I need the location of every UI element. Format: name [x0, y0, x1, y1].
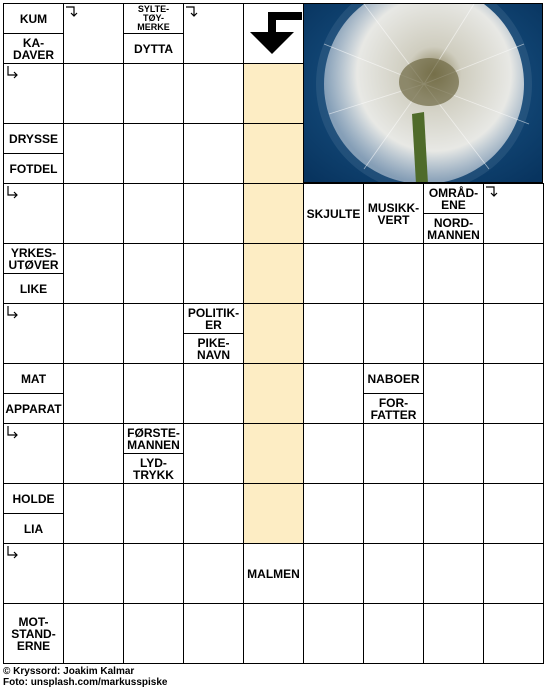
- highlight-cell[interactable]: [243, 423, 304, 484]
- dandelion-image: [304, 4, 543, 183]
- answer-cell[interactable]: [123, 63, 184, 124]
- answer-cell[interactable]: [363, 483, 424, 544]
- answer-cell[interactable]: [483, 243, 544, 304]
- answer-cell[interactable]: [423, 603, 484, 664]
- arrow-down-right-icon: [5, 65, 19, 79]
- answer-cell[interactable]: [483, 483, 544, 544]
- answer-cell[interactable]: [303, 363, 364, 424]
- answer-cell[interactable]: [123, 243, 184, 304]
- clue-text: SYLTE- TØY- MERKE: [137, 4, 170, 32]
- clue-text: MUSIKK- VERT: [367, 200, 420, 227]
- answer-cell[interactable]: [123, 303, 184, 364]
- arrow-down-right-icon: [5, 425, 19, 439]
- clue-kadaver: [3, 33, 64, 64]
- answer-cell[interactable]: [183, 183, 244, 244]
- clue-text: MALMEN: [247, 566, 300, 581]
- answer-cell[interactable]: [123, 543, 184, 604]
- clue-politiker: [183, 303, 244, 334]
- answer-cell[interactable]: [303, 423, 364, 484]
- clue-syltetoymerke: [123, 3, 184, 34]
- answer-cell[interactable]: [423, 303, 484, 364]
- arrow-down-right-icon: [5, 185, 19, 199]
- clue-text: PIKE- NAVN: [196, 335, 231, 362]
- answer-cell[interactable]: [423, 363, 484, 424]
- clue-motstanderne: [3, 603, 64, 664]
- clue-dytta: [123, 33, 184, 64]
- answer-cell[interactable]: [363, 243, 424, 304]
- answer-cell[interactable]: [183, 423, 244, 484]
- clue-text: APPARAT: [5, 401, 62, 416]
- highlight-cell[interactable]: [243, 363, 304, 424]
- clue-text: NABOER: [367, 371, 420, 386]
- answer-cell[interactable]: [183, 543, 244, 604]
- clue-naboer: [363, 363, 424, 394]
- clue-text: FØRSTE- MANNEN: [127, 425, 180, 452]
- clue-kum: [3, 3, 64, 34]
- clue-forfatter: [363, 393, 424, 424]
- answer-cell[interactable]: [63, 183, 124, 244]
- arrow-right-down-icon: [485, 185, 499, 199]
- clue-fotdel: [3, 153, 64, 184]
- answer-cell[interactable]: [183, 243, 244, 304]
- answer-cell[interactable]: [63, 603, 124, 664]
- clue-text: POLITIK- ER: [187, 305, 240, 332]
- clue-text: KUM: [19, 11, 48, 26]
- answer-cell[interactable]: [243, 603, 304, 664]
- clue-lydtrykk: [123, 453, 184, 484]
- clue-drysse: [3, 123, 64, 154]
- answer-cell[interactable]: [183, 363, 244, 424]
- clue-text: MAT: [20, 371, 47, 386]
- clue-skjulte: [303, 183, 364, 244]
- answer-cell[interactable]: [183, 483, 244, 544]
- arrow-right-down-icon: [65, 5, 79, 19]
- answer-cell[interactable]: [483, 363, 544, 424]
- clue-text: FOR- FATTER: [370, 395, 417, 422]
- big-arrow-cell: [243, 3, 304, 64]
- clue-mat: [3, 363, 64, 394]
- highlight-cell[interactable]: [243, 483, 304, 544]
- crossword-grid: [3, 3, 543, 663]
- clue-forstemannen: [123, 423, 184, 454]
- answer-cell[interactable]: [423, 543, 484, 604]
- answer-cell[interactable]: [123, 603, 184, 664]
- answer-cell[interactable]: [423, 423, 484, 484]
- answer-cell[interactable]: [63, 543, 124, 604]
- highlight-cell[interactable]: [243, 63, 304, 124]
- answer-cell[interactable]: [123, 363, 184, 424]
- answer-cell[interactable]: [303, 303, 364, 364]
- clue-nordmannen: [423, 213, 484, 244]
- answer-cell[interactable]: [363, 303, 424, 364]
- answer-cell[interactable]: [183, 123, 244, 184]
- answer-cell[interactable]: [303, 483, 364, 544]
- highlight-cell[interactable]: [243, 303, 304, 364]
- clue-text: DYTTA: [133, 41, 174, 56]
- answer-cell[interactable]: [123, 183, 184, 244]
- clue-text: DRYSSE: [9, 131, 58, 146]
- arrow-right-down-icon: [185, 5, 199, 19]
- answer-cell[interactable]: [423, 483, 484, 544]
- answer-cell[interactable]: [423, 243, 484, 304]
- answer-cell[interactable]: [363, 423, 424, 484]
- answer-cell[interactable]: [303, 603, 364, 664]
- dandelion-photo: [303, 3, 543, 183]
- clue-text: MOT- STAND- ERNE: [11, 614, 56, 653]
- answer-cell[interactable]: [483, 303, 544, 364]
- clue-text: HOLDE: [12, 491, 55, 506]
- answer-cell[interactable]: [183, 603, 244, 664]
- big-down-arrow-icon: [244, 4, 305, 65]
- clue-musikkvert: [363, 183, 424, 244]
- answer-cell[interactable]: [483, 603, 544, 664]
- answer-cell[interactable]: [123, 123, 184, 184]
- clue-text: FOTDEL: [9, 161, 58, 176]
- clue-text: SKJULTE: [306, 206, 361, 221]
- clue-text: OMRÅD- ENE: [428, 185, 479, 212]
- highlight-cell[interactable]: [243, 243, 304, 304]
- answer-cell[interactable]: [63, 63, 124, 124]
- clue-text: LYD- TRYKK: [133, 455, 174, 482]
- answer-cell[interactable]: [63, 123, 124, 184]
- answer-cell[interactable]: [483, 543, 544, 604]
- answer-cell[interactable]: [63, 303, 124, 364]
- clue-text: KA- DAVER: [12, 35, 55, 62]
- answer-cell[interactable]: [63, 483, 124, 544]
- arrow-down-right-icon: [5, 545, 19, 559]
- clue-text: NORD- MANNEN: [427, 215, 480, 242]
- clue-yrkesutover: [3, 243, 64, 274]
- answer-cell[interactable]: [483, 423, 544, 484]
- answer-cell[interactable]: [363, 543, 424, 604]
- credit-crossword: © Kryssord: Joakim Kalmar: [3, 666, 135, 677]
- highlight-cell[interactable]: [243, 183, 304, 244]
- answer-cell[interactable]: [303, 243, 364, 304]
- highlight-cell[interactable]: [243, 123, 304, 184]
- clue-pikenavn: [183, 333, 244, 364]
- answer-cell[interactable]: [303, 543, 364, 604]
- credit-photo: Foto: unsplash.com/markusspiske: [3, 677, 168, 688]
- answer-cell[interactable]: [183, 63, 244, 124]
- clue-lia: [3, 513, 64, 544]
- clue-apparat: [3, 393, 64, 424]
- answer-cell[interactable]: [63, 243, 124, 304]
- clue-text: LIKE: [19, 281, 48, 296]
- clue-omradene: [423, 183, 484, 214]
- clue-holde: [3, 483, 64, 514]
- clue-like: [3, 273, 64, 304]
- clue-text: LIA: [23, 521, 44, 536]
- arrow-down-right-icon: [5, 305, 19, 319]
- answer-cell[interactable]: [123, 483, 184, 544]
- clue-malmen: [243, 543, 304, 604]
- answer-cell[interactable]: [63, 363, 124, 424]
- answer-cell[interactable]: [363, 603, 424, 664]
- answer-cell[interactable]: [63, 423, 124, 484]
- clue-text: YRKES- UTØVER: [8, 245, 59, 272]
- credits: [3, 666, 168, 688]
